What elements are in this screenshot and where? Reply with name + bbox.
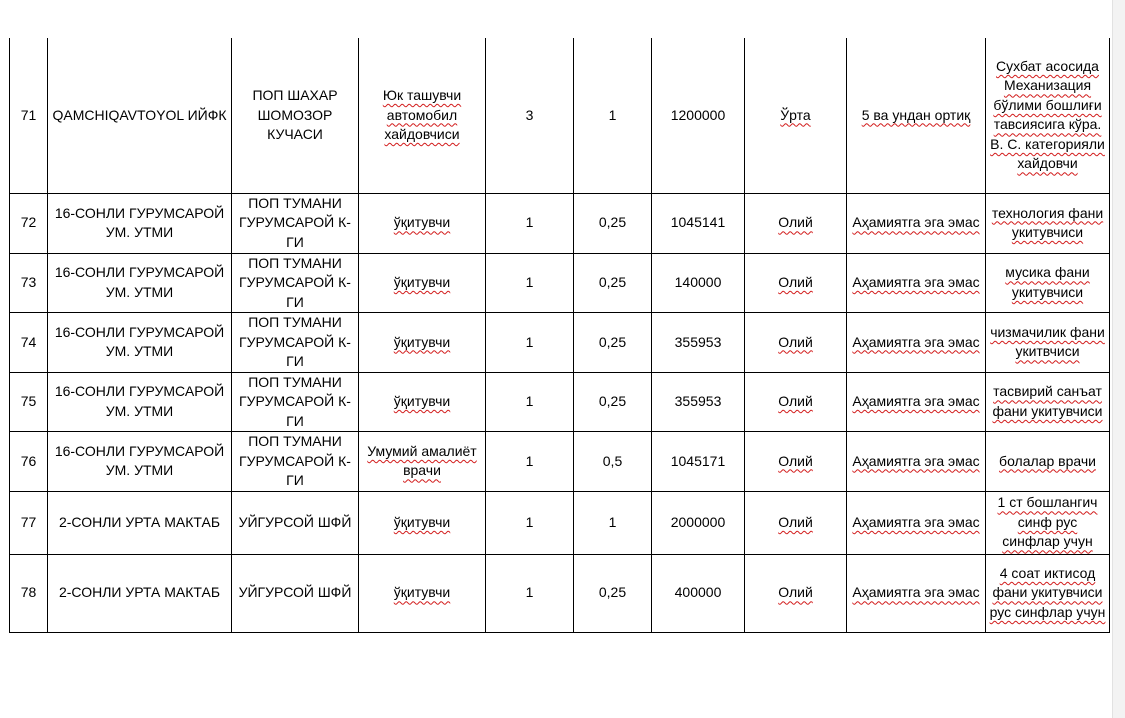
cell-position [359, 554, 486, 632]
education-text: Ўрта [780, 106, 811, 123]
cell-requirements [986, 313, 1110, 373]
cell-salary: 355953 [652, 372, 745, 432]
cell-position [359, 491, 486, 554]
cell-org: QAMCHIQAVTOYOL ИЙФК [48, 38, 232, 193]
cell-position [359, 193, 486, 253]
education-text: Олий [778, 214, 813, 231]
cell-position [359, 253, 486, 313]
cell-salary: 1045171 [652, 432, 745, 492]
table-row [10, 193, 1110, 253]
cell-rate: 1 [574, 38, 652, 193]
cell-address: ПОП ТУМАНИ ГУРУМСАРОЙ К-ГИ [232, 253, 359, 313]
cell-address: УЙГУРСОЙ ШФЙ [232, 491, 359, 554]
cell-address: ПОП ТУМАНИ ГУРУМСАРОЙ К-ГИ [232, 193, 359, 253]
cell-requirements [986, 372, 1110, 432]
education-text: Олий [778, 584, 813, 601]
cell-num: 78 [10, 554, 48, 632]
experience-text: Аҳамиятга эга эмас [852, 333, 980, 350]
cell-address: ПОП ТУМАНИ ГУРУМСАРОЙ К-ГИ [232, 432, 359, 492]
cell-rate: 0,25 [574, 372, 652, 432]
cell-num: 75 [10, 372, 48, 432]
cell-experience [847, 432, 986, 492]
cell-rate: 0,25 [574, 554, 652, 632]
position-text: Умумий амалиёт врачи [367, 442, 477, 479]
cell-education [745, 372, 847, 432]
cell-requirements [986, 432, 1110, 492]
experience-text: Аҳамиятга эга эмас [852, 393, 980, 409]
cell-salary: 1045141 [652, 193, 745, 253]
cell-experience [847, 38, 986, 193]
cell-salary: 1200000 [652, 38, 745, 193]
cell-org: 2-СОНЛИ УРТА МАКТАБ [48, 491, 232, 554]
cell-num: 73 [10, 253, 48, 313]
cell-position [359, 432, 486, 492]
position-text: ўқитувчи [393, 513, 451, 530]
education-text: Олий [778, 393, 813, 409]
cell-num: 72 [10, 193, 48, 253]
experience-text: Аҳамиятга эга эмас [852, 274, 980, 290]
cell-address: ПОП ТУМАНИ ГУРУМСАРОЙ К-ГИ [232, 313, 359, 373]
cell-experience [847, 372, 986, 432]
table-row [10, 432, 1110, 492]
cell-address: УЙГУРСОЙ ШФЙ [232, 554, 359, 632]
cell-salary: 400000 [652, 554, 745, 632]
experience-text: Аҳамиятга эга эмас [852, 214, 980, 231]
position-text: ўқитувчи [393, 333, 451, 350]
requirements-text: Сухбат асосида Механизация бўлими бошлиғи тавсиясига кўра. В. С. категорияли хайдовчи [990, 57, 1105, 172]
cell-education [745, 491, 847, 554]
experience-text: 5 ва ундан ортиқ [861, 106, 971, 123]
requirements-text: чизмачилик фани укитвчиси [990, 323, 1105, 360]
window-edge [1112, 0, 1125, 718]
cell-org: 16-СОНЛИ ГУРУМСАРОЙ УМ. УТМИ [48, 432, 232, 492]
cell-experience [847, 313, 986, 373]
cell-position [359, 313, 486, 373]
cell-num: 76 [10, 432, 48, 492]
cell-salary: 140000 [652, 253, 745, 313]
cell-experience [847, 253, 986, 313]
requirements-text: тасвирий санъат фани укитувчиси [992, 383, 1103, 419]
table-row [10, 554, 1110, 632]
table-row [10, 253, 1110, 313]
cell-num: 71 [10, 38, 48, 193]
requirements-text: болалар врачи [999, 452, 1096, 469]
cell-org: 16-СОНЛИ ГУРУМСАРОЙ УМ. УТМИ [48, 253, 232, 313]
cell-count: 1 [486, 372, 574, 432]
education-text: Олий [778, 274, 813, 290]
position-text: ўқитувчи [393, 274, 451, 290]
position-text: ўқитувчи [393, 393, 451, 409]
cell-rate: 0,25 [574, 313, 652, 373]
table-row [10, 313, 1110, 373]
cell-num: 77 [10, 491, 48, 554]
cell-address: ПОП ТУМАНИ ГУРУМСАРОЙ К-ГИ [232, 372, 359, 432]
cell-rate: 0,5 [574, 432, 652, 492]
requirements-text: технология фани укитувчиси [991, 204, 1104, 240]
experience-text: Аҳамиятга эга эмас [852, 513, 980, 530]
requirements-text: мусика фани укитувчиси [1005, 264, 1090, 300]
cell-org: 16-СОНЛИ ГУРУМСАРОЙ УМ. УТМИ [48, 193, 232, 253]
cell-requirements [986, 491, 1110, 554]
cell-org: 16-СОНЛИ ГУРУМСАРОЙ УМ. УТМИ [48, 313, 232, 373]
cell-count: 3 [486, 38, 574, 193]
cell-education [745, 38, 847, 193]
cell-count: 1 [486, 253, 574, 313]
cell-count: 1 [486, 491, 574, 554]
cell-education [745, 193, 847, 253]
cell-org: 16-СОНЛИ ГУРУМСАРОЙ УМ. УТМИ [48, 372, 232, 432]
cell-requirements [986, 38, 1110, 193]
cell-rate: 0,25 [574, 193, 652, 253]
cell-salary: 355953 [652, 313, 745, 373]
cell-org: 2-СОНЛИ УРТА МАКТАБ [48, 554, 232, 632]
cell-education [745, 554, 847, 632]
vacancy-table [9, 38, 1110, 633]
cell-education [745, 313, 847, 373]
cell-salary: 2000000 [652, 491, 745, 554]
experience-text: Аҳамиятга эга эмас [852, 452, 980, 469]
cell-rate: 0,25 [574, 253, 652, 313]
education-text: Олий [778, 452, 813, 469]
cell-count: 1 [486, 432, 574, 492]
cell-experience [847, 554, 986, 632]
position-text: ўқитувчи [393, 584, 451, 601]
table-row [10, 372, 1110, 432]
table-row [10, 38, 1110, 193]
cell-requirements [986, 554, 1110, 632]
position-text: Юк ташувчи автомобил хайдовчиси [382, 87, 462, 142]
table-row [10, 491, 1110, 554]
cell-experience [847, 491, 986, 554]
cell-education [745, 253, 847, 313]
cell-education [745, 432, 847, 492]
cell-count: 1 [486, 313, 574, 373]
cell-address: ПОП ШАХАР ШОМОЗОР КУЧАСИ [232, 38, 359, 193]
position-text: ўқитувчи [393, 214, 451, 231]
cell-position [359, 38, 486, 193]
cell-num: 74 [10, 313, 48, 373]
table-body [10, 38, 1110, 632]
requirements-text: 4 соат иктисод фани укитувчиси рус синфлар учун [989, 564, 1106, 620]
education-text: Олий [778, 333, 813, 350]
cell-count: 1 [486, 193, 574, 253]
cell-requirements [986, 253, 1110, 313]
cell-rate: 1 [574, 491, 652, 554]
cell-requirements [986, 193, 1110, 253]
education-text: Олий [778, 513, 813, 530]
requirements-text: 1 ст бошлангич синф рус синфлар учун [997, 494, 1098, 550]
cell-count: 1 [486, 554, 574, 632]
cell-position [359, 372, 486, 432]
experience-text: Аҳамиятга эга эмас [852, 584, 980, 601]
cell-experience [847, 193, 986, 253]
